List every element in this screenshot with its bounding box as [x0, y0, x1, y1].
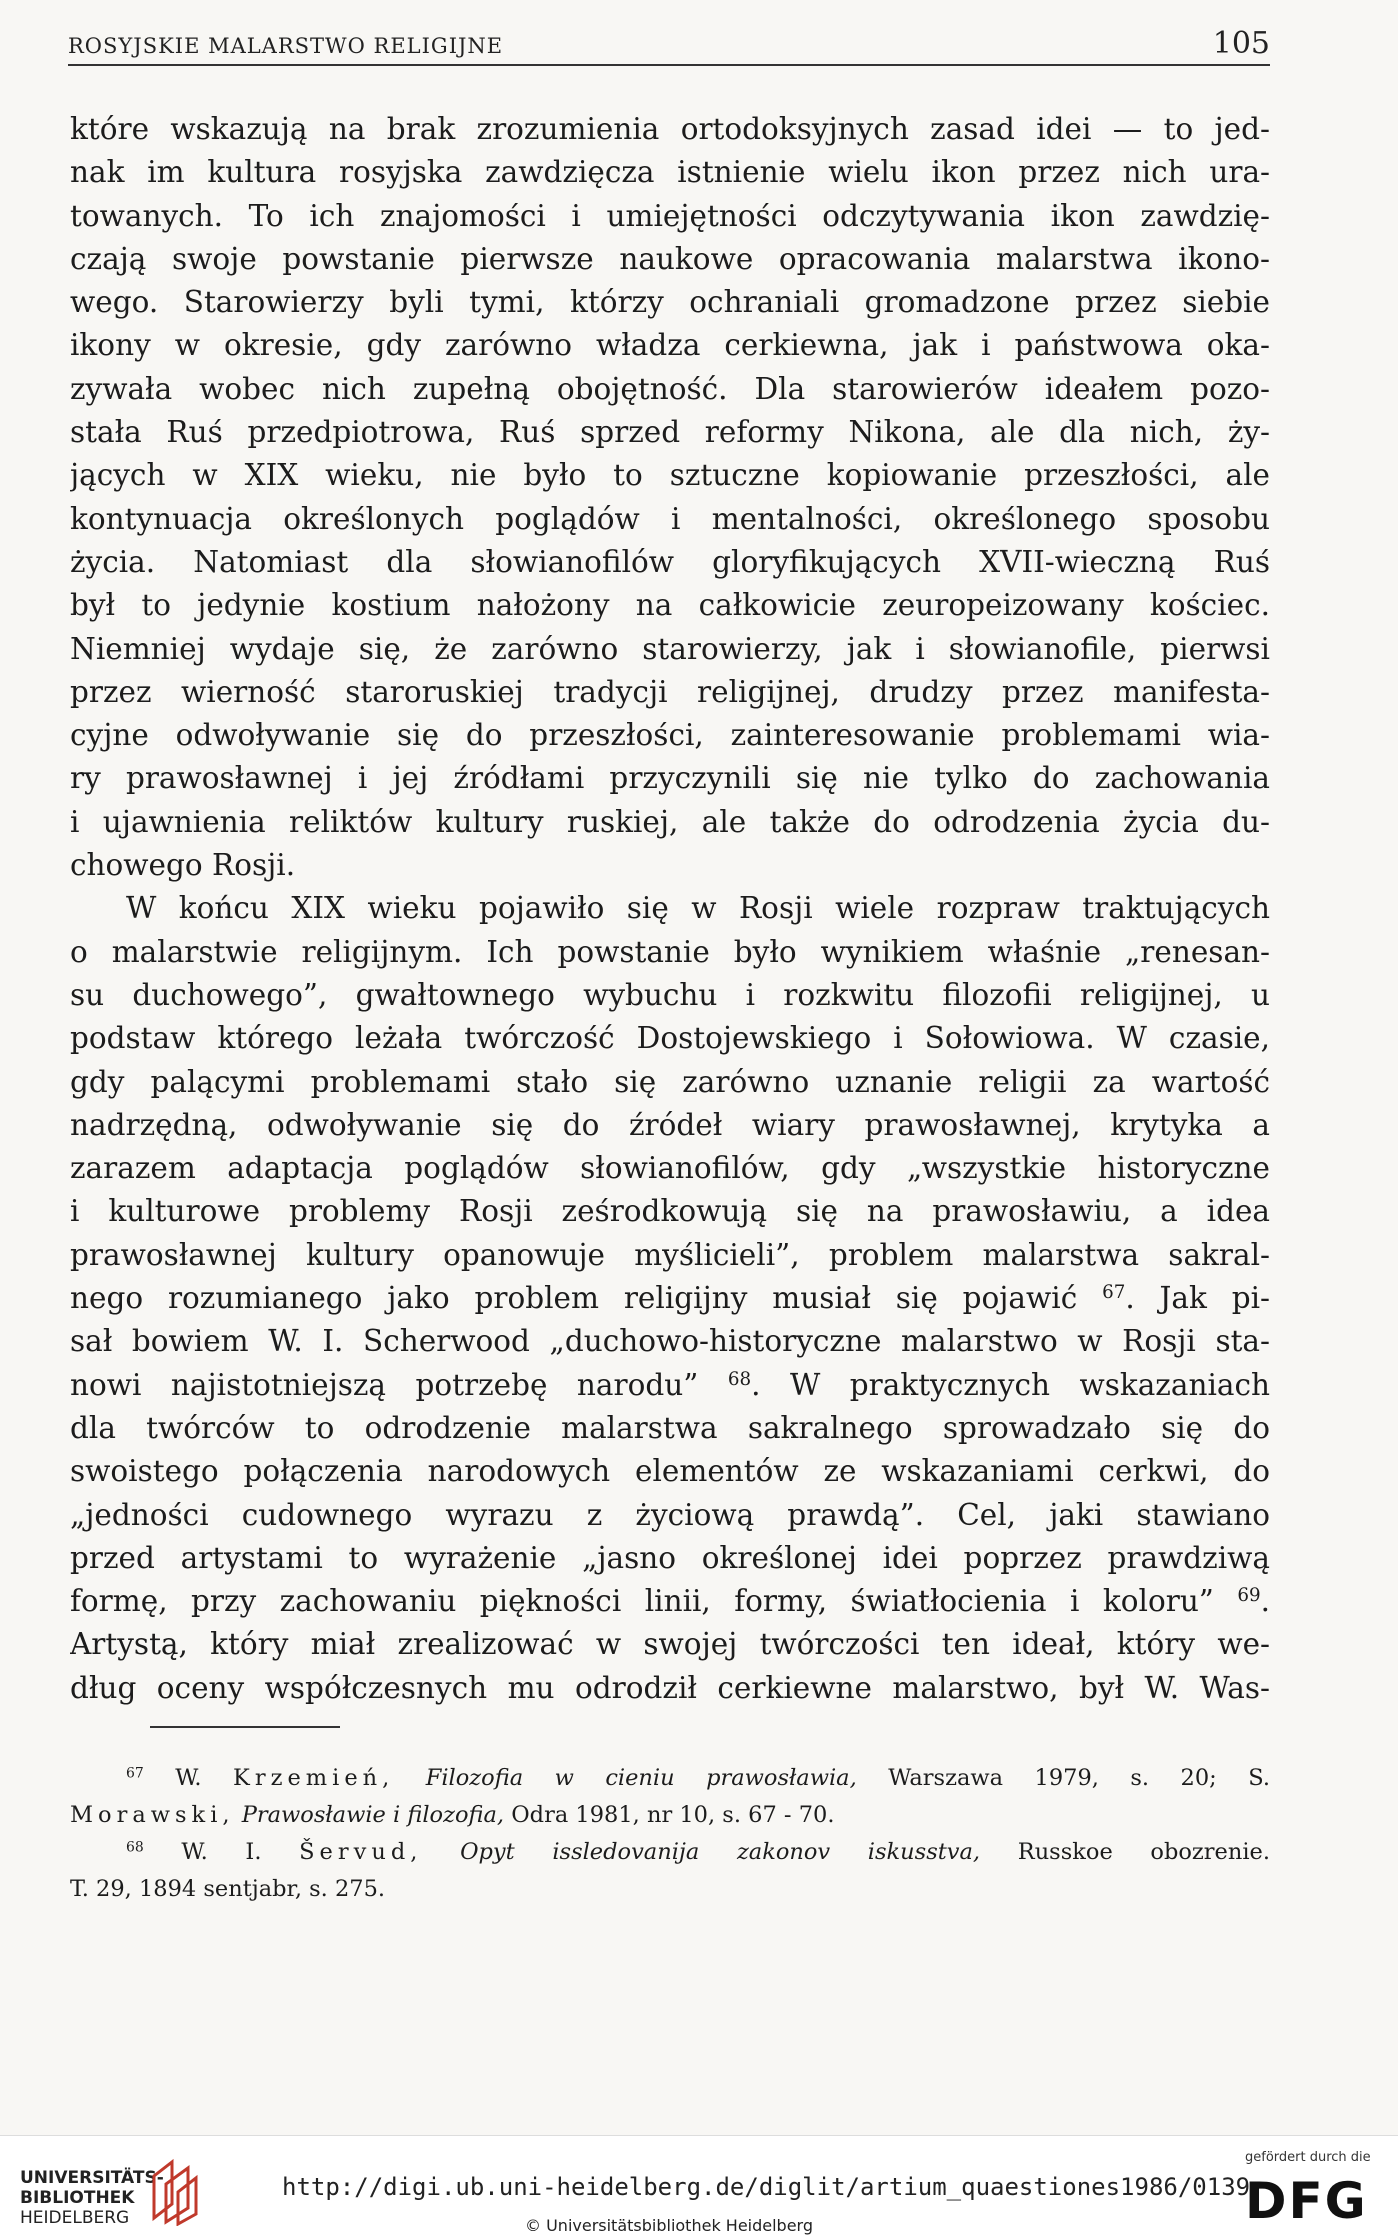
text-line: su duchowego”, gwałtownego wybuchu i rozkwitu filozofii religijnej, u [70, 977, 1270, 1012]
text-line: Artystą, który miał zrealizować w swojej twórczości ten ideał, który we- [70, 1627, 1270, 1662]
copyright-notice: © Universitätsbibliothek Heidelberg [525, 2216, 814, 2235]
text-line: W końcu XIX wieku pojawiło się w Rosji wiele rozpraw traktujących [126, 891, 1270, 926]
footnote-author: Krzemień, [233, 1765, 395, 1791]
text-line: nadrzędną, odwoływanie się do źródeł wiary prawosławnej, krytyka a [70, 1107, 1270, 1142]
footnote-text: Russkoe obozrenie. [1017, 1839, 1270, 1865]
footnote-text: W. [175, 1765, 202, 1791]
line-text: nego rozumianego jako problem religijny musiał się pojawić [70, 1281, 1078, 1316]
text-line: był to jedynie kostium nałożony na całkowicie zeuropeizowany kościec. [70, 588, 1270, 623]
footnote-title: Filozofia w cieniu prawosławia, [425, 1765, 857, 1791]
dfg-caption: gefördert durch die [1245, 2150, 1371, 2165]
text-line: wego. Starowierzy byli tymi, którzy ochraniali gromadzone przez siebie [70, 285, 1270, 320]
text-line-with-footnote [70, 1580, 1270, 1623]
footnote-author: Morawski, [70, 1802, 235, 1828]
text-line: zarazem adaptacja poglądów słowianofilów, gdy „wszystkie historyczne [70, 1151, 1270, 1186]
text-line: podstaw którego leżała twórczość Dostojewskiego i Sołowiowa. W czasie, [70, 1021, 1270, 1056]
text-line: chowego Rosji. [70, 848, 296, 883]
viewer-footer [0, 2135, 1398, 2239]
text-line: zywała wobec nich zupełną obojętność. Dla starowierów ideałem pozo- [70, 371, 1270, 406]
text-line: jących w XIX wieku, nie było to sztuczne kopiowanie przeszłości, ale [70, 458, 1270, 493]
text-line: przed artystami to wyrażenie „jasno określonej idei poprzez prawdziwą [70, 1540, 1270, 1575]
footnotes [70, 1760, 1270, 1908]
line-tail: . W praktycznych wskazaniach [751, 1367, 1270, 1402]
text-line: Niemniej wydaje się, że zarówno starowierzy, jak i słowianofile, pierwsi [70, 631, 1270, 666]
body-text [70, 108, 1270, 1710]
page-number: 105 [1212, 26, 1270, 61]
text-line: nak im kultura rosyjska zawdzięcza istnienie wielu ikon przez nich ura- [70, 155, 1270, 190]
footnote-67 [70, 1760, 1270, 1797]
footnote-text: Warszawa 1979, s. 20; S. [888, 1765, 1270, 1791]
library-logo-icon[interactable] [148, 2156, 198, 2226]
footnote-title: Prawosławie i filozofia, [241, 1802, 505, 1828]
footnote-ref-67[interactable]: 67 [1102, 1281, 1126, 1303]
footnote-ref-69[interactable]: 69 [1237, 1585, 1261, 1607]
text-line: kontynuacja określonych poglądów i mentalności, określonego sposobu [70, 501, 1270, 536]
line-text: nowi najistotniejszą potrzebę narodu” [70, 1367, 699, 1402]
footnote-number: 68 [126, 1839, 144, 1856]
running-title: ROSYJSKIE MALARSTWO RELIGIJNE [68, 34, 504, 58]
footnote-text: Odra 1981, nr 10, s. 67 - 70. [511, 1802, 835, 1828]
text-line: cyjne odwoływanie się do przeszłości, zainteresowanie problemami wia- [70, 718, 1270, 753]
text-line: sał bowiem W. I. Scherwood „duchowo-historyczne malarstwo w Rosji sta- [70, 1324, 1270, 1359]
text-line: ikony w okresie, gdy zarówno władza cerkiewna, jak i państwowa oka- [70, 328, 1270, 363]
text-line: „jedności cudownego wyrazu z życiową prawdą”. Cel, jaki stawiano [70, 1497, 1270, 1532]
text-line: przez wierność staroruskiej tradycji religijnej, drudzy przez manifesta- [70, 674, 1270, 709]
text-line: o malarstwie religijnym. Ich powstanie było wynikiem właśnie „renesan- [70, 934, 1270, 969]
text-line: gdy palącymi problemami stało się zarówno uznanie religii za wartość [70, 1064, 1270, 1099]
running-head [68, 26, 1270, 66]
footnote-67-cont [70, 1797, 1270, 1834]
text-line: i ujawnienia reliktów kultury ruskiej, ale także do odrodzenia życia du- [70, 804, 1270, 839]
text-line-with-footnote [70, 1277, 1270, 1320]
text-line: i kulturowe problemy Rosji ześrodkowują się na prawosławiu, a idea [70, 1194, 1270, 1229]
text-line: ry prawosławnej i jej źródłami przyczynili się nie tylko do zachowania [70, 761, 1270, 796]
text-line: czają swoje powstanie pierwsze naukowe opracowania malarstwa ikono- [70, 241, 1270, 276]
text-line: życia. Natomiast dla słowianofilów gloryfikujących XVII-wieczną Ruś [70, 544, 1270, 579]
line-tail: . Jak pi- [1125, 1281, 1270, 1316]
text-line: stała Ruś przedpiotrowa, Ruś sprzed reformy Nikona, ale dla nich, ży- [70, 415, 1270, 450]
footnote-number: 67 [126, 1765, 144, 1782]
footnote-ref-68[interactable]: 68 [727, 1368, 752, 1390]
text-line: dla twórców to odrodzenie malarstwa sakralnego sprowadzało się do [70, 1410, 1270, 1445]
library-name-line: BIBLIOTHEK [20, 2188, 135, 2208]
footnote-68-cont: T. 29, 1894 sentjabr, s. 275. [70, 1876, 386, 1902]
footnote-author: Šervud, [299, 1839, 423, 1865]
text-line-with-footnote [70, 1364, 1270, 1407]
text-line: prawosławnej kultury opanowuje myślicieli”, problem malarstwa sakral- [70, 1237, 1270, 1272]
footnote-text: W. I. [181, 1839, 262, 1865]
text-line: towanych. To ich znajomości i umiejętności odczytywania ikon zawdzię- [70, 198, 1270, 233]
line-tail: . [1260, 1584, 1270, 1619]
footnote-divider [150, 1726, 340, 1728]
text-line: dług oceny współczesnych mu odrodził cerkiewne malarstwo, był W. Was- [70, 1670, 1270, 1705]
dfg-logo[interactable]: DFG [1245, 2172, 1368, 2230]
library-name-line: HEIDELBERG [20, 2208, 130, 2228]
permalink-url[interactable]: http://digi.ub.uni-heidelberg.de/diglit/artium_quaestiones1986/0139 [282, 2173, 1251, 2201]
library-name[interactable] [20, 2168, 164, 2228]
text-line: które wskazują na brak zrozumienia ortodoksyjnych zasad idei — to jed- [70, 112, 1270, 146]
footnote-title: Opyt issledovanija zakonov iskusstva, [460, 1839, 981, 1865]
library-name-line: UNIVERSITÄTS- [20, 2168, 164, 2188]
line-text: formę, przy zachowaniu piękności linii, formy, światłocienia i koloru” [70, 1584, 1214, 1619]
text-line: swoistego połączenia narodowych elementów ze wskazaniami cerkwi, do [70, 1454, 1270, 1489]
footnote-68 [70, 1834, 1270, 1871]
